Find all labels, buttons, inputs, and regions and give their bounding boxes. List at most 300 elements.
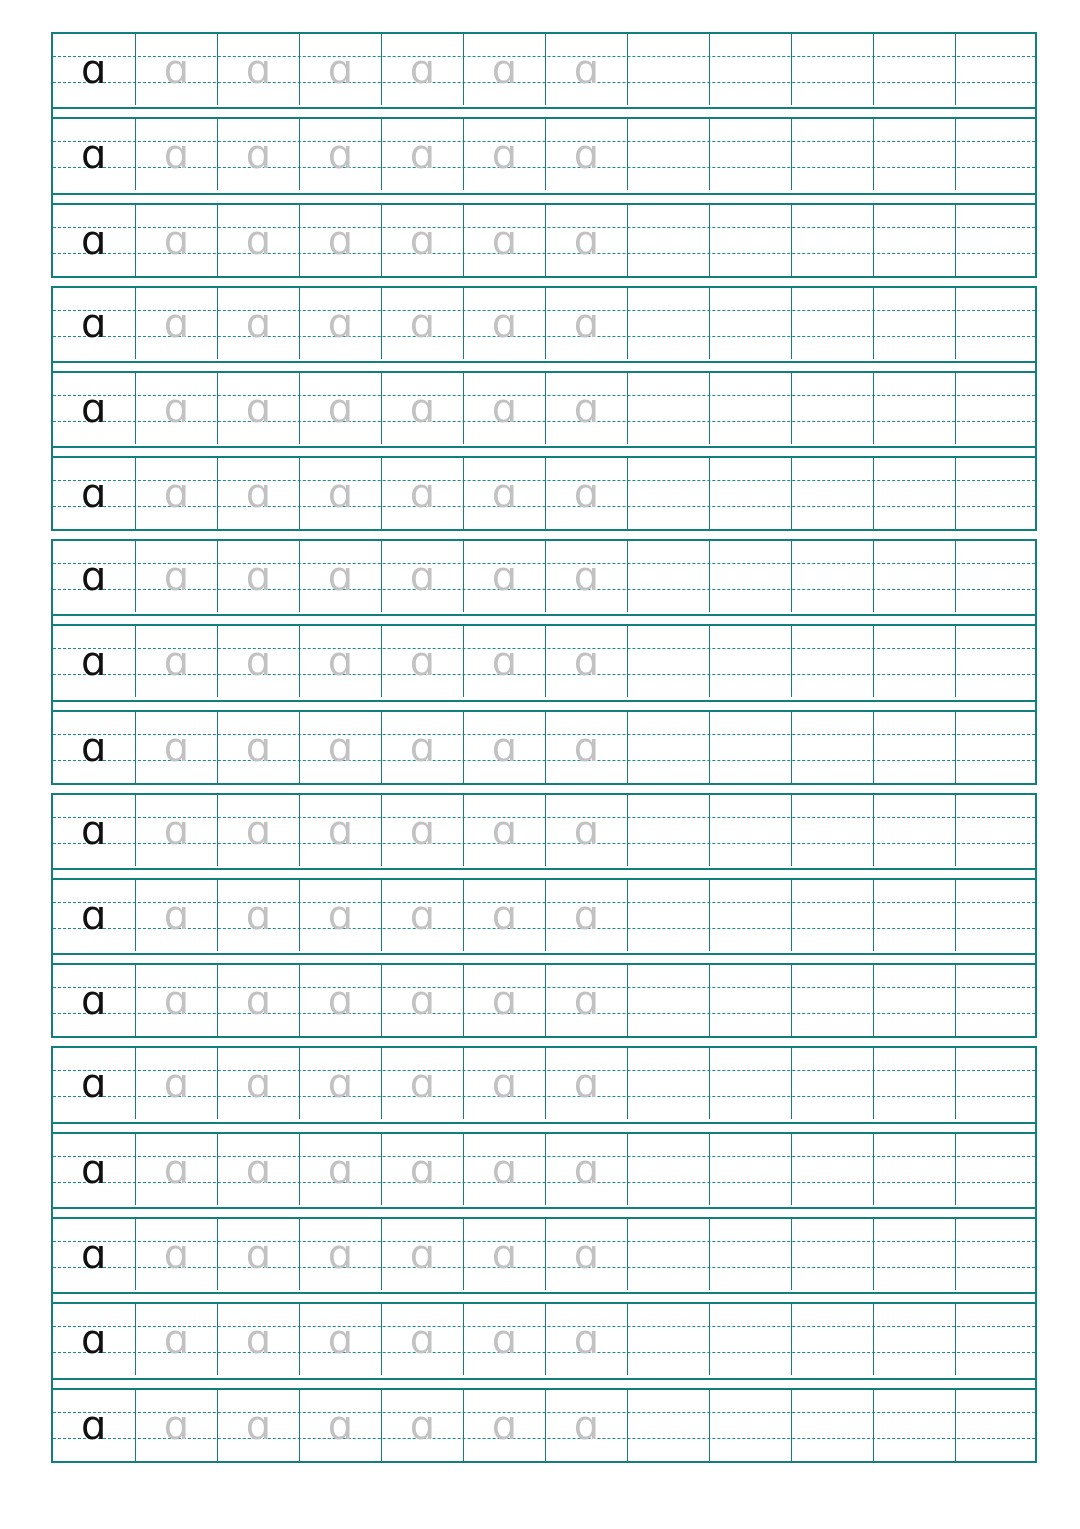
blank-cell[interactable] bbox=[627, 626, 709, 697]
trace-cell[interactable] bbox=[299, 541, 381, 612]
trace-cell[interactable] bbox=[135, 119, 217, 190]
trace-cell[interactable] bbox=[217, 626, 299, 697]
blank-cell[interactable] bbox=[791, 880, 873, 951]
row-separator bbox=[53, 1292, 1035, 1294]
blank-cell[interactable] bbox=[791, 965, 873, 1036]
blank-cell[interactable] bbox=[873, 373, 955, 444]
trace-cell[interactable] bbox=[463, 1048, 545, 1119]
trace-cell[interactable] bbox=[381, 1048, 463, 1119]
trace-cell[interactable] bbox=[381, 1304, 463, 1375]
trace-cell[interactable] bbox=[217, 1390, 299, 1461]
trace-letter: ɑ bbox=[327, 471, 354, 518]
trace-letter: ɑ bbox=[409, 893, 436, 940]
blank-cell[interactable] bbox=[873, 34, 955, 105]
writing-row bbox=[53, 1390, 1035, 1461]
blank-cell[interactable] bbox=[627, 880, 709, 951]
blank-cell[interactable] bbox=[709, 1134, 791, 1205]
trace-letter: ɑ bbox=[573, 300, 600, 347]
row-separator bbox=[53, 868, 1035, 870]
blank-cell[interactable] bbox=[791, 119, 873, 190]
blank-cell[interactable] bbox=[873, 1304, 955, 1375]
trace-cell[interactable] bbox=[463, 1390, 545, 1461]
blank-cell[interactable] bbox=[791, 541, 873, 612]
trace-letter: ɑ bbox=[163, 1402, 190, 1449]
trace-cell[interactable] bbox=[545, 965, 627, 1036]
trace-letter: ɑ bbox=[163, 1317, 190, 1364]
blank-cell[interactable] bbox=[955, 541, 1037, 612]
trace-cell[interactable] bbox=[463, 880, 545, 951]
blank-cell[interactable] bbox=[873, 119, 955, 190]
blank-cell[interactable] bbox=[955, 626, 1037, 697]
trace-letter: ɑ bbox=[409, 47, 436, 93]
model-cell[interactable] bbox=[53, 626, 135, 697]
trace-letter: ɑ bbox=[573, 554, 600, 601]
model-cell[interactable] bbox=[53, 1304, 135, 1375]
blank-cell[interactable] bbox=[791, 1304, 873, 1375]
trace-letter: ɑ bbox=[245, 1317, 272, 1364]
trace-cell[interactable] bbox=[299, 119, 381, 190]
trace-letter: ɑ bbox=[491, 724, 518, 771]
trace-cell[interactable] bbox=[135, 205, 217, 276]
trace-letter: ɑ bbox=[491, 554, 518, 601]
trace-cell[interactable] bbox=[545, 626, 627, 697]
blank-cell[interactable] bbox=[873, 1390, 955, 1461]
trace-cell[interactable] bbox=[135, 965, 217, 1036]
blank-cell[interactable] bbox=[627, 541, 709, 612]
blank-cell[interactable] bbox=[873, 795, 955, 866]
blank-cell[interactable] bbox=[709, 795, 791, 866]
trace-cell[interactable] bbox=[545, 1134, 627, 1205]
blank-cell[interactable] bbox=[873, 288, 955, 359]
trace-letter: ɑ bbox=[409, 385, 436, 432]
blank-cell[interactable] bbox=[791, 1048, 873, 1119]
row-block bbox=[51, 1046, 1037, 1462]
blank-cell[interactable] bbox=[627, 1390, 709, 1461]
trace-cell[interactable] bbox=[463, 541, 545, 612]
trace-cell[interactable] bbox=[381, 712, 463, 783]
row-separator bbox=[53, 1122, 1035, 1124]
trace-cell[interactable] bbox=[217, 1048, 299, 1119]
trace-letter: ɑ bbox=[491, 1146, 518, 1193]
trace-cell[interactable] bbox=[135, 34, 217, 105]
model-cell[interactable] bbox=[53, 965, 135, 1036]
blank-cell[interactable] bbox=[873, 1134, 955, 1205]
trace-letter: ɑ bbox=[491, 893, 518, 940]
trace-cell[interactable] bbox=[463, 1134, 545, 1205]
trace-cell[interactable] bbox=[463, 1219, 545, 1290]
writing-row bbox=[53, 1134, 1035, 1205]
writing-row bbox=[53, 1219, 1035, 1290]
blank-cell[interactable] bbox=[873, 1048, 955, 1119]
trace-letter: ɑ bbox=[327, 807, 354, 854]
model-cell[interactable] bbox=[53, 1134, 135, 1205]
trace-cell[interactable] bbox=[217, 34, 299, 105]
trace-cell[interactable] bbox=[381, 880, 463, 951]
model-letter: ɑ bbox=[81, 385, 107, 432]
trace-cell[interactable] bbox=[217, 119, 299, 190]
row-separator bbox=[53, 614, 1035, 616]
trace-letter: ɑ bbox=[163, 47, 190, 93]
trace-letter: ɑ bbox=[491, 132, 518, 179]
trace-letter: ɑ bbox=[327, 1231, 354, 1278]
trace-cell[interactable] bbox=[463, 1304, 545, 1375]
blank-cell[interactable] bbox=[791, 1134, 873, 1205]
trace-letter: ɑ bbox=[245, 893, 272, 940]
blank-cell[interactable] bbox=[709, 541, 791, 612]
trace-cell[interactable] bbox=[217, 880, 299, 951]
model-letter: ɑ bbox=[81, 893, 107, 940]
trace-cell[interactable] bbox=[381, 1219, 463, 1290]
trace-cell[interactable] bbox=[299, 205, 381, 276]
trace-cell[interactable] bbox=[381, 1134, 463, 1205]
trace-cell[interactable] bbox=[135, 1134, 217, 1205]
trace-letter: ɑ bbox=[163, 554, 190, 601]
trace-cell[interactable] bbox=[545, 1219, 627, 1290]
trace-cell[interactable] bbox=[217, 458, 299, 529]
trace-cell[interactable] bbox=[135, 1219, 217, 1290]
trace-letter: ɑ bbox=[245, 978, 272, 1025]
trace-cell[interactable] bbox=[299, 1219, 381, 1290]
trace-letter: ɑ bbox=[409, 1317, 436, 1364]
trace-cell[interactable] bbox=[217, 205, 299, 276]
blank-cell[interactable] bbox=[955, 965, 1037, 1036]
trace-cell[interactable] bbox=[545, 712, 627, 783]
blank-cell[interactable] bbox=[791, 1219, 873, 1290]
trace-cell[interactable] bbox=[299, 712, 381, 783]
model-cell[interactable] bbox=[53, 541, 135, 612]
model-cell[interactable] bbox=[53, 288, 135, 359]
trace-cell[interactable] bbox=[463, 795, 545, 866]
blank-cell[interactable] bbox=[709, 626, 791, 697]
trace-letter: ɑ bbox=[409, 807, 436, 854]
model-cell[interactable] bbox=[53, 880, 135, 951]
trace-cell[interactable] bbox=[217, 795, 299, 866]
trace-cell[interactable] bbox=[381, 458, 463, 529]
blank-cell[interactable] bbox=[709, 1048, 791, 1119]
row-block bbox=[51, 32, 1037, 278]
trace-cell[interactable] bbox=[217, 373, 299, 444]
blank-cell[interactable] bbox=[709, 965, 791, 1036]
trace-cell[interactable] bbox=[299, 795, 381, 866]
writing-row bbox=[53, 458, 1035, 529]
trace-cell[interactable] bbox=[463, 373, 545, 444]
trace-cell[interactable] bbox=[463, 34, 545, 105]
trace-letter: ɑ bbox=[245, 300, 272, 347]
trace-letter: ɑ bbox=[573, 1061, 600, 1108]
model-letter: ɑ bbox=[81, 807, 107, 854]
trace-letter: ɑ bbox=[409, 724, 436, 771]
blank-cell[interactable] bbox=[955, 880, 1037, 951]
trace-letter: ɑ bbox=[245, 217, 272, 264]
trace-cell[interactable] bbox=[381, 205, 463, 276]
model-letter: ɑ bbox=[81, 1146, 107, 1193]
trace-letter: ɑ bbox=[245, 471, 272, 518]
trace-cell[interactable] bbox=[299, 1134, 381, 1205]
blank-cell[interactable] bbox=[955, 1048, 1037, 1119]
blank-cell[interactable] bbox=[709, 119, 791, 190]
trace-cell[interactable] bbox=[463, 458, 545, 529]
trace-letter: ɑ bbox=[327, 1146, 354, 1193]
blank-cell[interactable] bbox=[627, 1134, 709, 1205]
trace-cell[interactable] bbox=[135, 458, 217, 529]
trace-letter: ɑ bbox=[245, 807, 272, 854]
model-cell[interactable] bbox=[53, 119, 135, 190]
model-cell[interactable] bbox=[53, 712, 135, 783]
trace-cell[interactable] bbox=[463, 119, 545, 190]
blank-cell[interactable] bbox=[791, 34, 873, 105]
trace-cell[interactable] bbox=[217, 712, 299, 783]
trace-letter: ɑ bbox=[163, 471, 190, 518]
trace-cell[interactable] bbox=[299, 458, 381, 529]
model-cell[interactable] bbox=[53, 1390, 135, 1461]
blank-cell[interactable] bbox=[709, 880, 791, 951]
trace-cell[interactable] bbox=[135, 288, 217, 359]
blank-cell[interactable] bbox=[627, 288, 709, 359]
trace-letter: ɑ bbox=[163, 385, 190, 432]
blank-cell[interactable] bbox=[791, 458, 873, 529]
trace-cell[interactable] bbox=[299, 1048, 381, 1119]
model-cell[interactable] bbox=[53, 1048, 135, 1119]
trace-cell[interactable] bbox=[299, 1304, 381, 1375]
trace-letter: ɑ bbox=[573, 807, 600, 854]
trace-letter: ɑ bbox=[163, 978, 190, 1025]
trace-cell[interactable] bbox=[217, 288, 299, 359]
trace-cell[interactable] bbox=[135, 541, 217, 612]
blank-cell[interactable] bbox=[627, 119, 709, 190]
trace-cell[interactable] bbox=[217, 965, 299, 1036]
trace-cell[interactable] bbox=[299, 626, 381, 697]
blank-cell[interactable] bbox=[791, 205, 873, 276]
blank-cell[interactable] bbox=[709, 34, 791, 105]
row-separator bbox=[53, 953, 1035, 955]
blank-cell[interactable] bbox=[709, 1219, 791, 1290]
row-separator bbox=[53, 1378, 1035, 1380]
trace-letter: ɑ bbox=[573, 132, 600, 179]
trace-cell[interactable] bbox=[299, 288, 381, 359]
trace-letter: ɑ bbox=[573, 1231, 600, 1278]
model-letter: ɑ bbox=[81, 724, 107, 771]
trace-letter: ɑ bbox=[245, 639, 272, 686]
trace-cell[interactable] bbox=[545, 373, 627, 444]
trace-cell[interactable] bbox=[545, 1304, 627, 1375]
blank-cell[interactable] bbox=[873, 1219, 955, 1290]
model-cell[interactable] bbox=[53, 458, 135, 529]
blank-cell[interactable] bbox=[955, 373, 1037, 444]
trace-letter: ɑ bbox=[163, 1146, 190, 1193]
trace-letter: ɑ bbox=[491, 217, 518, 264]
blank-cell[interactable] bbox=[709, 373, 791, 444]
blank-cell[interactable] bbox=[873, 458, 955, 529]
trace-cell[interactable] bbox=[545, 1048, 627, 1119]
blank-cell[interactable] bbox=[709, 1390, 791, 1461]
trace-letter: ɑ bbox=[163, 639, 190, 686]
blank-cell[interactable] bbox=[709, 1304, 791, 1375]
blank-cell[interactable] bbox=[709, 288, 791, 359]
writing-row bbox=[53, 965, 1035, 1036]
trace-letter: ɑ bbox=[491, 300, 518, 347]
blank-cell[interactable] bbox=[955, 34, 1037, 105]
model-cell[interactable] bbox=[53, 373, 135, 444]
trace-letter: ɑ bbox=[573, 217, 600, 264]
trace-letter: ɑ bbox=[245, 132, 272, 179]
blank-cell[interactable] bbox=[955, 1134, 1037, 1205]
trace-cell[interactable] bbox=[545, 119, 627, 190]
trace-cell[interactable] bbox=[381, 626, 463, 697]
trace-letter: ɑ bbox=[245, 1146, 272, 1193]
trace-letter: ɑ bbox=[409, 1231, 436, 1278]
trace-letter: ɑ bbox=[409, 978, 436, 1025]
trace-letter: ɑ bbox=[327, 554, 354, 601]
writing-row bbox=[53, 712, 1035, 783]
trace-cell[interactable] bbox=[545, 288, 627, 359]
trace-letter: ɑ bbox=[327, 978, 354, 1025]
trace-letter: ɑ bbox=[491, 978, 518, 1025]
blank-cell[interactable] bbox=[791, 1390, 873, 1461]
trace-letter: ɑ bbox=[409, 1402, 436, 1449]
blank-cell[interactable] bbox=[955, 1304, 1037, 1375]
trace-cell[interactable] bbox=[135, 795, 217, 866]
blank-cell[interactable] bbox=[955, 1390, 1037, 1461]
blank-cell[interactable] bbox=[791, 288, 873, 359]
trace-cell[interactable] bbox=[545, 205, 627, 276]
trace-cell[interactable] bbox=[381, 965, 463, 1036]
trace-cell[interactable] bbox=[381, 795, 463, 866]
trace-letter: ɑ bbox=[327, 132, 354, 179]
model-letter: ɑ bbox=[81, 300, 107, 347]
trace-cell[interactable] bbox=[135, 1304, 217, 1375]
blank-cell[interactable] bbox=[627, 1304, 709, 1375]
trace-cell[interactable] bbox=[463, 712, 545, 783]
trace-cell[interactable] bbox=[135, 1048, 217, 1119]
trace-letter: ɑ bbox=[327, 1061, 354, 1108]
trace-cell[interactable] bbox=[135, 626, 217, 697]
trace-cell[interactable] bbox=[463, 626, 545, 697]
trace-cell[interactable] bbox=[381, 373, 463, 444]
trace-cell[interactable] bbox=[299, 965, 381, 1036]
blank-cell[interactable] bbox=[873, 880, 955, 951]
blank-cell[interactable] bbox=[955, 1219, 1037, 1290]
trace-letter: ɑ bbox=[327, 1317, 354, 1364]
trace-cell[interactable] bbox=[545, 541, 627, 612]
trace-letter: ɑ bbox=[327, 385, 354, 432]
trace-letter: ɑ bbox=[409, 1146, 436, 1193]
blank-cell[interactable] bbox=[873, 712, 955, 783]
blank-cell[interactable] bbox=[955, 712, 1037, 783]
trace-cell[interactable] bbox=[299, 373, 381, 444]
blank-cell[interactable] bbox=[627, 1219, 709, 1290]
trace-cell[interactable] bbox=[545, 34, 627, 105]
blank-cell[interactable] bbox=[627, 795, 709, 866]
writing-row bbox=[53, 288, 1035, 359]
trace-cell[interactable] bbox=[135, 373, 217, 444]
model-cell[interactable] bbox=[53, 34, 135, 105]
trace-cell[interactable] bbox=[217, 1134, 299, 1205]
trace-cell[interactable] bbox=[135, 1390, 217, 1461]
row-block bbox=[51, 793, 1037, 1039]
trace-letter: ɑ bbox=[163, 132, 190, 179]
blank-cell[interactable] bbox=[955, 205, 1037, 276]
trace-cell[interactable] bbox=[463, 965, 545, 1036]
model-cell[interactable] bbox=[53, 205, 135, 276]
trace-cell[interactable] bbox=[381, 541, 463, 612]
trace-cell[interactable] bbox=[381, 1390, 463, 1461]
trace-letter: ɑ bbox=[245, 1231, 272, 1278]
blank-cell[interactable] bbox=[955, 119, 1037, 190]
blank-cell[interactable] bbox=[709, 458, 791, 529]
trace-cell[interactable] bbox=[299, 880, 381, 951]
trace-letter: ɑ bbox=[573, 47, 600, 93]
blank-cell[interactable] bbox=[873, 205, 955, 276]
model-cell[interactable] bbox=[53, 1219, 135, 1290]
blank-cell[interactable] bbox=[627, 34, 709, 105]
blank-cell[interactable] bbox=[709, 205, 791, 276]
blank-cell[interactable] bbox=[791, 712, 873, 783]
blank-cell[interactable] bbox=[955, 458, 1037, 529]
trace-letter: ɑ bbox=[163, 1231, 190, 1278]
trace-cell[interactable] bbox=[299, 34, 381, 105]
blank-cell[interactable] bbox=[873, 541, 955, 612]
trace-cell[interactable] bbox=[299, 1390, 381, 1461]
blank-cell[interactable] bbox=[791, 626, 873, 697]
row-block bbox=[51, 539, 1037, 785]
trace-letter: ɑ bbox=[409, 471, 436, 518]
trace-cell[interactable] bbox=[381, 34, 463, 105]
blank-cell[interactable] bbox=[627, 1048, 709, 1119]
blank-cell[interactable] bbox=[955, 288, 1037, 359]
trace-cell[interactable] bbox=[545, 458, 627, 529]
trace-letter: ɑ bbox=[491, 1317, 518, 1364]
trace-letter: ɑ bbox=[573, 1146, 600, 1193]
trace-cell[interactable] bbox=[135, 712, 217, 783]
blank-cell[interactable] bbox=[955, 795, 1037, 866]
model-letter: ɑ bbox=[81, 132, 107, 179]
trace-letter: ɑ bbox=[327, 47, 354, 93]
trace-cell[interactable] bbox=[545, 795, 627, 866]
blank-cell[interactable] bbox=[873, 626, 955, 697]
trace-cell[interactable] bbox=[463, 205, 545, 276]
trace-letter: ɑ bbox=[491, 1402, 518, 1449]
model-cell[interactable] bbox=[53, 795, 135, 866]
blank-cell[interactable] bbox=[873, 965, 955, 1036]
blank-cell[interactable] bbox=[627, 373, 709, 444]
blank-cell[interactable] bbox=[627, 205, 709, 276]
blank-cell[interactable] bbox=[627, 712, 709, 783]
trace-cell[interactable] bbox=[381, 288, 463, 359]
model-letter: ɑ bbox=[81, 1402, 107, 1449]
trace-letter: ɑ bbox=[163, 724, 190, 771]
trace-letter: ɑ bbox=[245, 554, 272, 601]
trace-cell[interactable] bbox=[381, 119, 463, 190]
blank-cell[interactable] bbox=[709, 712, 791, 783]
trace-cell[interactable] bbox=[545, 1390, 627, 1461]
trace-letter: ɑ bbox=[491, 807, 518, 854]
blank-cell[interactable] bbox=[791, 373, 873, 444]
trace-cell[interactable] bbox=[135, 880, 217, 951]
blank-cell[interactable] bbox=[627, 458, 709, 529]
trace-cell[interactable] bbox=[217, 541, 299, 612]
model-letter: ɑ bbox=[81, 47, 107, 93]
trace-letter: ɑ bbox=[245, 1402, 272, 1449]
blank-cell[interactable] bbox=[791, 795, 873, 866]
trace-cell[interactable] bbox=[545, 880, 627, 951]
trace-cell[interactable] bbox=[463, 288, 545, 359]
trace-cell[interactable] bbox=[217, 1304, 299, 1375]
trace-letter: ɑ bbox=[491, 47, 518, 93]
trace-cell[interactable] bbox=[217, 1219, 299, 1290]
blank-cell[interactable] bbox=[627, 965, 709, 1036]
trace-letter: ɑ bbox=[573, 893, 600, 940]
trace-letter: ɑ bbox=[163, 1061, 190, 1108]
